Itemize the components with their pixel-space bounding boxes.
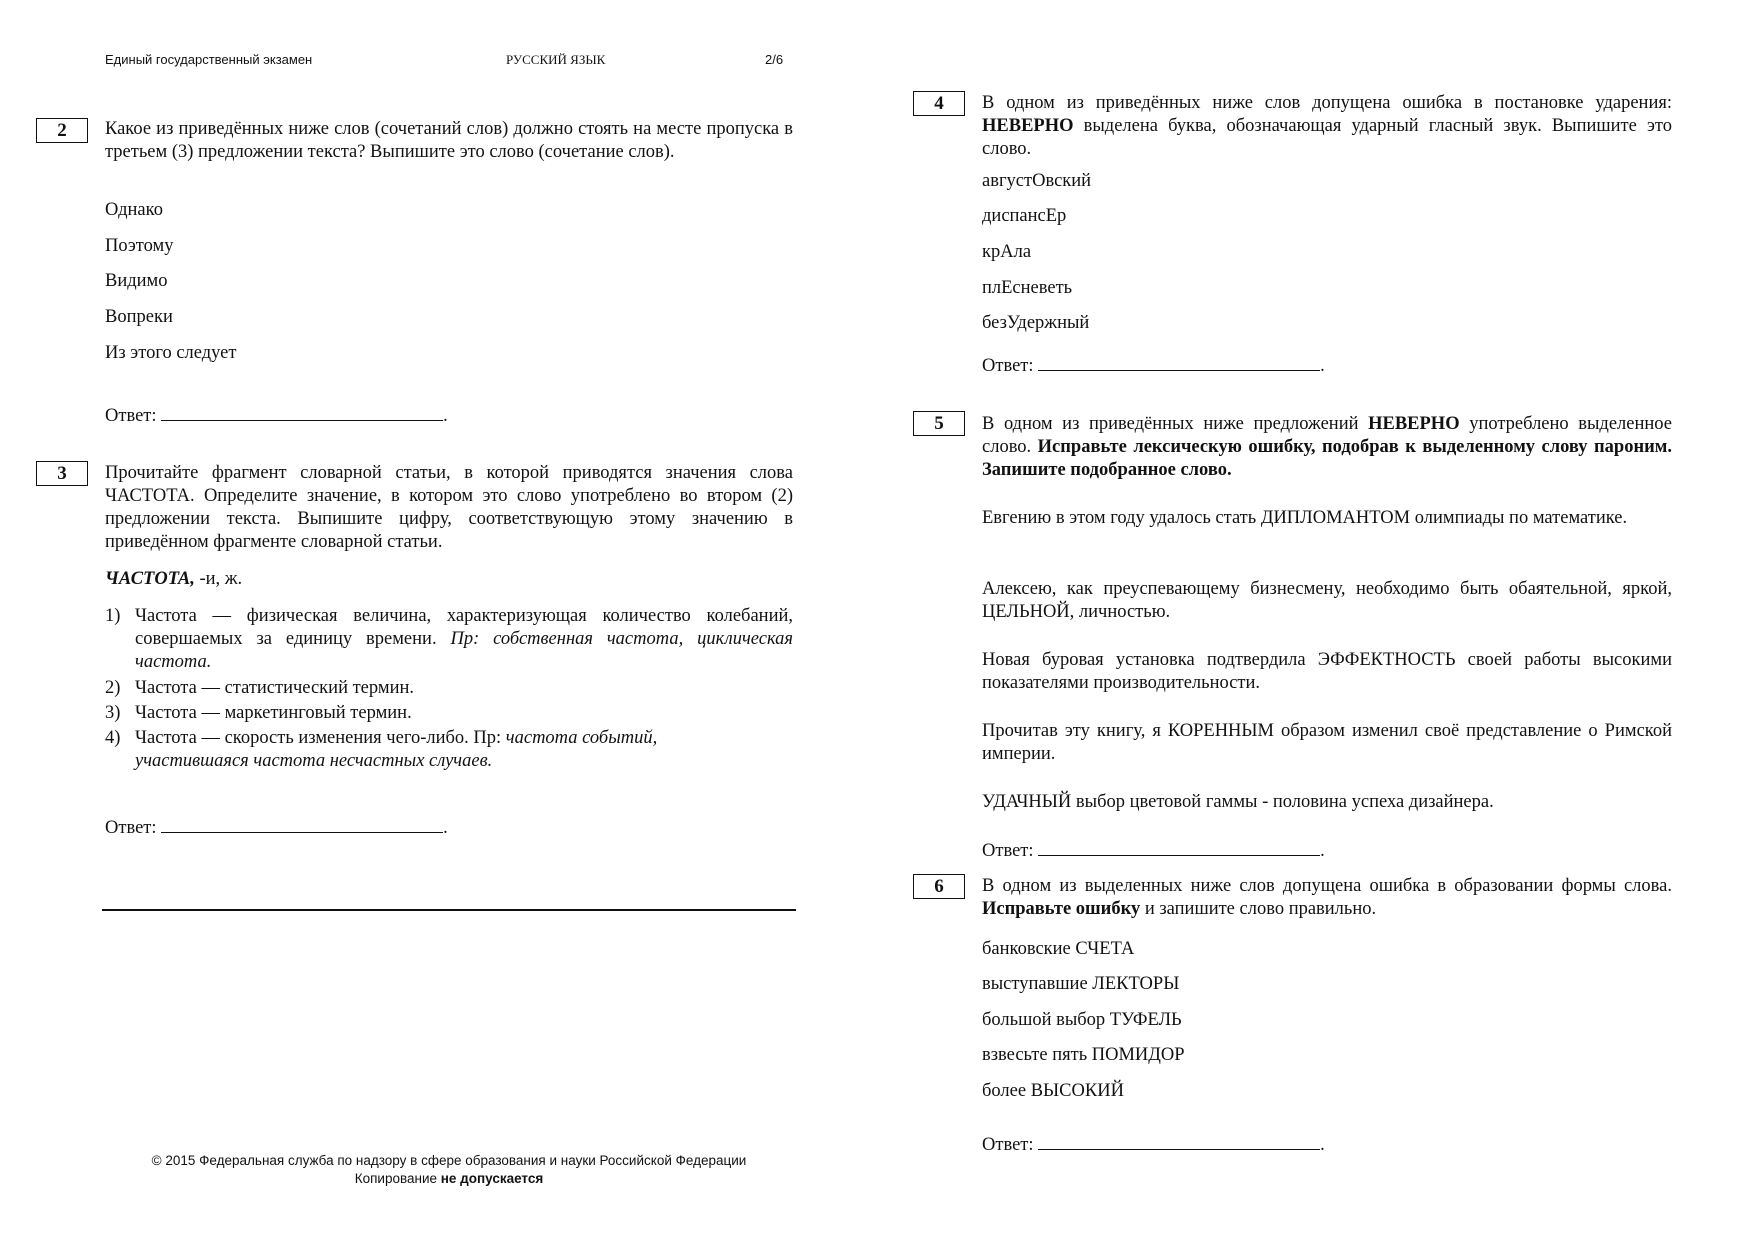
- q5-text-part: В одном из приведённых ниже предложений: [982, 414, 1369, 434]
- q2-option: Из этого следует: [105, 343, 237, 363]
- definition-number: 3): [105, 703, 121, 723]
- q2-option: Однако: [105, 200, 163, 220]
- definition-item: [105, 677, 793, 700]
- definition-text: Частота — скорость изменения чего-либо. Пр:: [135, 728, 506, 748]
- q5-sentence: Новая буровая установка подтвердила ЭФФЕКТНОСТЬ своей работы высокими показателями производительности.: [982, 650, 1672, 693]
- q2-option: Вопреки: [105, 307, 173, 327]
- answer-field[interactable]: [1038, 838, 1320, 856]
- q3-answer: Ответ: .: [105, 815, 448, 839]
- q2-option: Поэтому: [105, 236, 174, 256]
- q6-text: [982, 875, 1672, 921]
- definition-number: 2): [105, 678, 121, 698]
- q4-text-bold: НЕВЕРНО: [982, 116, 1074, 136]
- question-number-4: 4: [913, 91, 965, 116]
- definition-item: [105, 727, 793, 773]
- q4-text-part: В одном из приведённых ниже слов допущена ошибка в постановке ударения:: [982, 93, 1672, 113]
- q6-option: выступавшие ЛЕКТОРЫ: [982, 974, 1180, 994]
- definition-text: Частота — статистический термин.: [135, 678, 414, 698]
- q2-text: Какое из приведённых ниже слов (сочетаний слов) должно стоять на месте пропуска в третьем (3) предложении текста? Выпишите это слово (сочетание слов).: [105, 119, 793, 162]
- q4-answer: Ответ: .: [982, 353, 1325, 377]
- answer-field[interactable]: [161, 815, 443, 833]
- copyright: © 2015 Федеральная служба по надзору в сфере образования и науки Российской Федерации: [151, 1153, 747, 1168]
- q6-option: более ВЫСОКИЙ: [982, 1081, 1124, 1101]
- dictionary-headword: ЧАСТОТА,: [105, 569, 195, 589]
- question-number-6: 6: [913, 874, 965, 899]
- answer-label: Ответ:: [982, 841, 1034, 861]
- q5-sentence: УДАЧНЫЙ выбор цветовой гаммы - половина успеха дизайнера.: [982, 792, 1494, 812]
- section-divider: [102, 909, 796, 911]
- definition-example: Пр: собственная частота, циклическая частота.: [135, 629, 793, 672]
- q6-option: банковские СЧЕТА: [982, 939, 1135, 959]
- q5-text: [982, 413, 1672, 482]
- q5-text-part: употреблено выделенное слово.: [982, 414, 1672, 457]
- q4-option: крАла: [982, 242, 1032, 262]
- q5-answer: Ответ: .: [982, 838, 1325, 862]
- definition-text: Частота — маркетинговый термин.: [135, 703, 412, 723]
- copy-notice: [102, 1170, 796, 1188]
- definition-number: 1): [105, 606, 121, 626]
- answer-label: Ответ:: [105, 406, 157, 426]
- q2-option: Видимо: [105, 271, 168, 291]
- subject-title: РУССКИЙ ЯЗЫК: [506, 52, 606, 67]
- q6-option: большой выбор ТУФЕЛЬ: [982, 1010, 1182, 1030]
- answer-field[interactable]: [1038, 353, 1320, 371]
- q4-text: [982, 92, 1672, 161]
- definition-number: 4): [105, 728, 121, 748]
- definition-item: [105, 702, 793, 725]
- question-number-5: 5: [913, 411, 965, 436]
- question-number-2: 2: [36, 118, 88, 143]
- answer-label: Ответ:: [982, 1135, 1034, 1155]
- answer-label: Ответ:: [982, 356, 1034, 376]
- question-number-3: 3: [36, 461, 88, 486]
- definition-item: [105, 605, 793, 674]
- dictionary-headword-line: [105, 568, 242, 591]
- q4-option: диспансЕр: [982, 206, 1067, 226]
- q3-text: Прочитайте фрагмент словарной статьи, в которой приводятся значения слова ЧАСТОТА. Определите значение, в котором это слово употреблено во втором (2) предложении текста. Выпишите цифру, соответствующую этому значению в приведённом фрагменте словарной статьи.: [105, 463, 793, 552]
- dictionary-grammar: -и, ж.: [194, 569, 243, 589]
- copy-notice-bold: не допускается: [440, 1171, 544, 1186]
- q5-sentence: Евгению в этом году удалось стать ДИПЛОМАНТОМ олимпиады по математике.: [982, 508, 1628, 528]
- answer-label: Ответ:: [105, 818, 157, 838]
- q4-text-part: выделена буква, обозначающая ударный гласный звук. Выпишите это слово.: [982, 116, 1672, 159]
- q5-sentence: Алексею, как преуспевающему бизнесмену, необходимо быть обаятельной, яркой, ЦЕЛЬНОЙ, личностью.: [982, 579, 1672, 622]
- q4-option: плЕсневеть: [982, 278, 1073, 298]
- q6-answer: Ответ: .: [982, 1132, 1325, 1156]
- copy-notice-text: Копирование: [354, 1171, 441, 1186]
- q6-text-bold: Исправьте ошибку: [982, 899, 1141, 919]
- definition-text: Частота — физическая величина, характеризующая количество колебаний, совершаемых за единицу времени.: [135, 606, 793, 649]
- q4-option: августОвский: [982, 171, 1092, 191]
- q5-text-bold: НЕВЕРНО: [1368, 414, 1460, 434]
- page-number: 2/6: [765, 52, 784, 67]
- q5-instruction-bold: Исправьте лексическую ошибку, подобрав к выделенному слову пароним. Запишите подобранное слово.: [982, 437, 1672, 480]
- answer-field[interactable]: [1038, 1132, 1320, 1150]
- q4-option: безУдержный: [982, 313, 1090, 333]
- exam-title: Единый государственный экзамен: [105, 52, 313, 67]
- q2-answer: Ответ: .: [105, 403, 448, 427]
- q6-option: взвесьте пять ПОМИДОР: [982, 1045, 1185, 1065]
- q6-text-part: В одном из выделенных ниже слов допущена ошибка в образовании формы слова.: [982, 876, 1672, 896]
- definition-example: частота событий, участившаяся частота несчастных случаев.: [135, 728, 658, 771]
- answer-field[interactable]: [161, 403, 443, 421]
- q6-text-part: и запишите слово правильно.: [1140, 899, 1377, 919]
- q5-sentence: Прочитав эту книгу, я КОРЕННЫМ образом изменил своё представление о Римской империи.: [982, 721, 1672, 764]
